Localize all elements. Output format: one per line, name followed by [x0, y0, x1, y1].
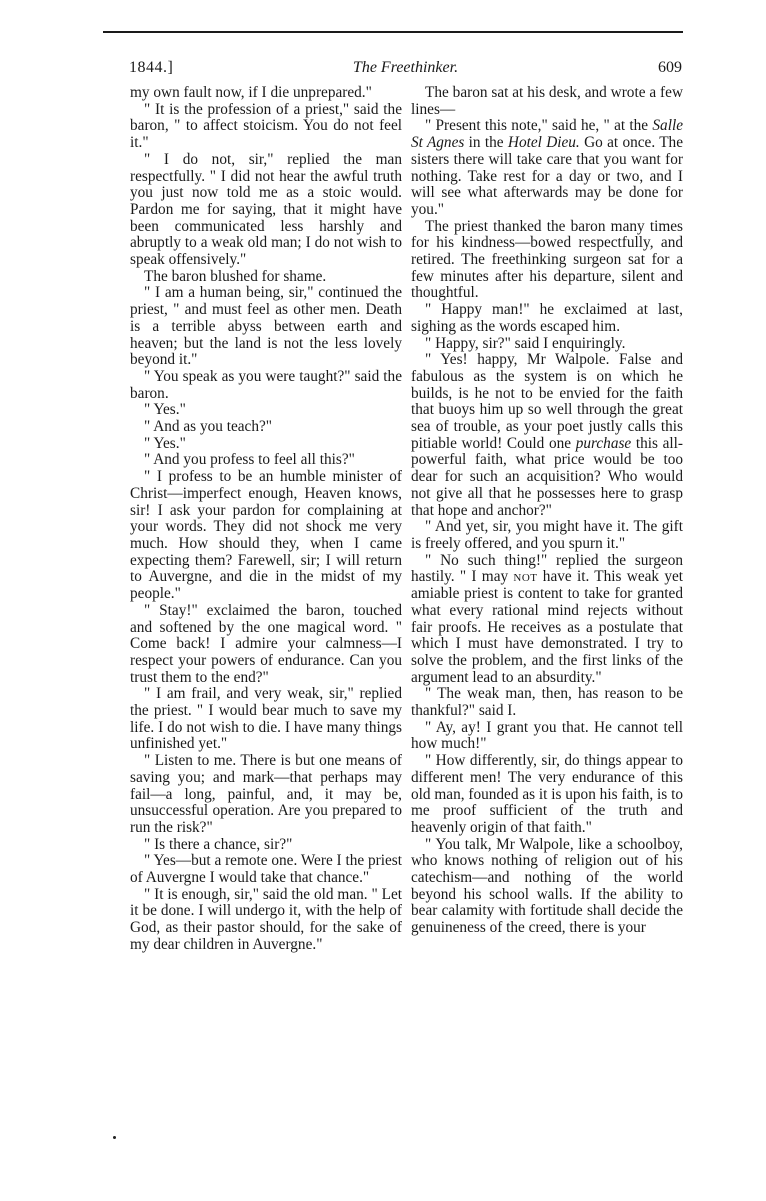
paragraph: " I am frail, and very weak, sir," replied the priest. " I would bear much to save my life. I do not wish to die. I have many things unfinished yet." [130, 685, 402, 753]
paragraph [411, 553, 683, 687]
top-rule [103, 31, 683, 33]
paragraph: The baron sat at his desk, and wrote a few lines— [411, 84, 683, 118]
paragraph: " Yes—but a remote one. Were I the priest of Auvergne I would take that chance." [130, 852, 402, 887]
header-title: The Freethinker. [352, 59, 459, 76]
paragraph: " Listen to me. There is but one means of saving you; and mark—that perhaps may fail—a long, painful, and, it may be, unsuccessful operation. Are you prepared to run the risk?" [130, 752, 402, 836]
left-column [130, 85, 402, 954]
paragraph: The priest thanked the baron many times for his kindness—bowed respectfully, and retired. The freethinking surgeon sat for a few minutes after his departure, silent and thoughtful. [411, 217, 683, 302]
paragraph: " You talk, Mr Walpole, like a schoolboy, who knows nothing of religion out of his catechism—and nothing of the world beyond his school walls. If the ability to bear calamity with fortitude shall decide the genuineness of the creed, there is your [411, 835, 683, 937]
paragraph: " Stay!" exclaimed the baron, touched and softened by the one magical word. " Come back! I admire your calmness—I respect your powers of endurance. Can you trust them to the end?" [130, 601, 402, 686]
paragraph: The baron blushed for shame. [144, 267, 327, 285]
paragraph: " And you profess to feel all this?" [144, 451, 355, 469]
text-run: " Present this note," said he, " at the [425, 117, 653, 135]
text-run: in the [464, 134, 508, 152]
header-year: 1844.] [129, 59, 174, 76]
page-number: 609 [658, 59, 682, 76]
paragraph: " How differently, sir, do things appear to different men! The very endurance of this old man, founded as it is upon his faith, is to me proof sufficient of the truth and heavenly origin of that faith." [411, 752, 683, 836]
text-run: Go at once. The sisters there will take care that you want for nothing. Take rest for a day or two, and I will see what afterwards may be done for you." [411, 134, 683, 218]
paragraph: " Ay, ay! I grant you that. He cannot tell how much!" [411, 718, 683, 753]
running-head [129, 59, 682, 83]
paragraph: " Yes." [144, 401, 186, 419]
paragraph: my own fault now, if I die unprepared." [130, 84, 372, 101]
text-run: " Yes! happy, Mr Walpole. False and fabulous as the system is on which he builds, is he not to be envied for the faith that buoys him up so well through the great sea of trouble, as your poet justly calls this pitiable world! Could one [411, 351, 683, 452]
italic-place-name: Salle St Agnes [411, 117, 683, 152]
right-column [411, 85, 683, 937]
paragraph: " And as you teach?" [144, 418, 273, 436]
paragraph: " I profess to be an humble minister of Christ—imperfect enough, Heaven knows, sir! I ask your pardon for complaining at your words. They did not shock me very much. How should they, when I came expecting them? Farewell, sir; I will return to Auvergne, and die in the midst of my people." [130, 468, 402, 603]
paragraph: " It is enough, sir," said the old man. " Let it be done. I will undergo it, with the help of God, as their pastor should, for the sake of my dear children in Auvergne." [130, 885, 402, 953]
paragraph [411, 352, 683, 519]
small-caps-emphasis: not [513, 568, 538, 586]
text-run: have it. This weak yet amiable priest is content to take for granted what every rational mind rejects without fair proofs. He receives as a postulate that which I must have demonstrated. I try to solve the problem, and the first links of the argument lead to an absurdity." [411, 568, 684, 686]
paragraph: " The weak man, then, has reason to be thankful?" said I. [411, 685, 683, 720]
text-run: " No such thing!" replied the surgeon hastily. " I may [411, 551, 683, 586]
italic-emphasis: purchase [575, 434, 632, 452]
paragraph: " Happy, sir?" said I enquiringly. [425, 334, 626, 352]
paragraph: " You speak as you were taught?" said the baron. [130, 367, 402, 402]
text-run: this all-powerful faith, what price would be too dear for such an acquisition? Who would not give all that he possesses here to grasp that hope and anchor?" [411, 434, 683, 519]
paragraph: " It is the profession of a priest," said the baron, " to affect stoicism. You do not feel it." [130, 100, 402, 152]
ink-speck [113, 1136, 116, 1139]
paragraph: " I am a human being, sir," continued the priest, " and must feel as other men. Death is a terrible abyss between earth and heaven; but the land is not the less lovely beyond it." [130, 284, 402, 369]
paragraph: " I do not, sir," replied the man respectfully. " I did not hear the awful truth you just now told me as a stoic would. Pardon me for saying, that it might have been communicated less harshly and abruptly to a weak old man; I do not wish to speak offensively." [130, 150, 402, 269]
paragraph: " Yes." [144, 434, 186, 452]
italic-place-name: Hotel Dieu. [507, 134, 580, 152]
paragraph: " Is there a chance, sir?" [144, 835, 293, 853]
paragraph: " And yet, sir, you might have it. The gift is freely offered, and you spurn it." [411, 518, 683, 552]
paragraph: " Happy man!" he exclaimed at last, sighing as the words escaped him. [411, 301, 683, 335]
paragraph [411, 118, 683, 218]
